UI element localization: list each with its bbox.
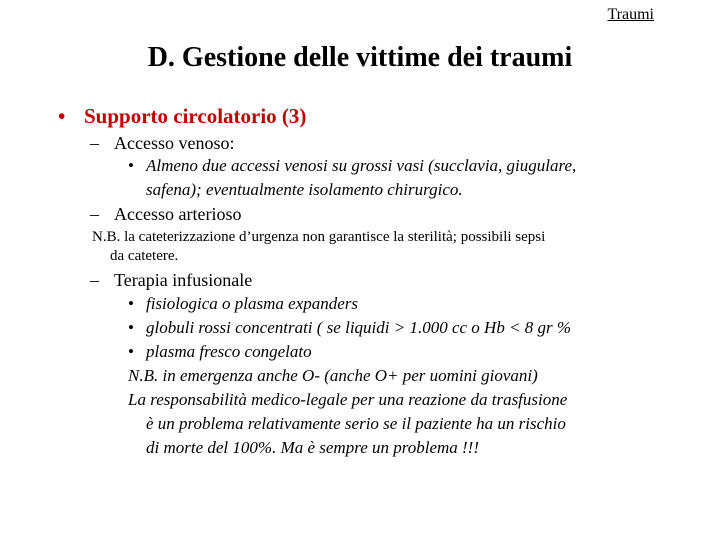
terapia-row xyxy=(90,270,252,291)
terapia-label: Terapia infusionale xyxy=(114,270,253,290)
bullet-marker: • xyxy=(128,294,134,313)
responsabilita-line1: La responsabilità medico-legale per una reazione da trasfusione xyxy=(128,390,568,409)
bullet-marker: • xyxy=(128,342,134,361)
header-label: Traumi xyxy=(607,6,654,23)
slide-title: D. Gestione delle vittime dei traumi xyxy=(147,42,573,73)
bullet-marker: • xyxy=(128,156,134,175)
accesso-arterioso-row xyxy=(90,204,241,225)
accesso-venoso-label: Accesso venoso: xyxy=(114,133,235,153)
terapia-item xyxy=(128,342,312,362)
terapia-item xyxy=(128,294,358,314)
bullet-marker: • xyxy=(128,318,134,337)
section-heading xyxy=(58,104,306,129)
responsabilita-line3: di morte del 100%. Ma è sempre un problema !!! xyxy=(146,438,480,457)
accesso-venoso-text1: Almeno due accessi venosi su grossi vasi (succlavia, giugulare, xyxy=(146,156,577,175)
terapia-item xyxy=(128,318,571,338)
terapia-nb: N.B. in emergenza anche O- (anche O+ per uomini giovani) xyxy=(128,366,538,385)
terapia-item-text: globuli rossi concentrati ( se liquidi > 1.000 cc o Hb < 8 gr % xyxy=(146,318,572,337)
responsabilita-line2: è un problema relativamente serio se il paziente ha un rischio xyxy=(146,414,566,433)
accesso-venoso-bullet-line1 xyxy=(128,156,576,176)
heading-text: Supporto circolatorio (3) xyxy=(84,104,307,128)
dash-marker: – xyxy=(90,133,99,153)
nb-catetere-line2: da catetere. xyxy=(110,248,179,264)
accesso-venoso-row xyxy=(90,133,234,154)
nb-catetere-line1: N.B. la cateterizzazione d’urgenza non garantisce la sterilità; possibili sepsi xyxy=(92,229,546,245)
dash-marker: – xyxy=(90,204,99,224)
heading-bullet: • xyxy=(58,104,66,128)
accesso-arterioso-label: Accesso arterioso xyxy=(114,204,242,224)
terapia-item-text: plasma fresco congelato xyxy=(146,342,312,361)
accesso-venoso-text2: safena); eventualmente isolamento chirurgico. xyxy=(146,180,463,199)
dash-marker: – xyxy=(90,270,99,290)
terapia-item-text: fisiologica o plasma expanders xyxy=(146,294,359,313)
